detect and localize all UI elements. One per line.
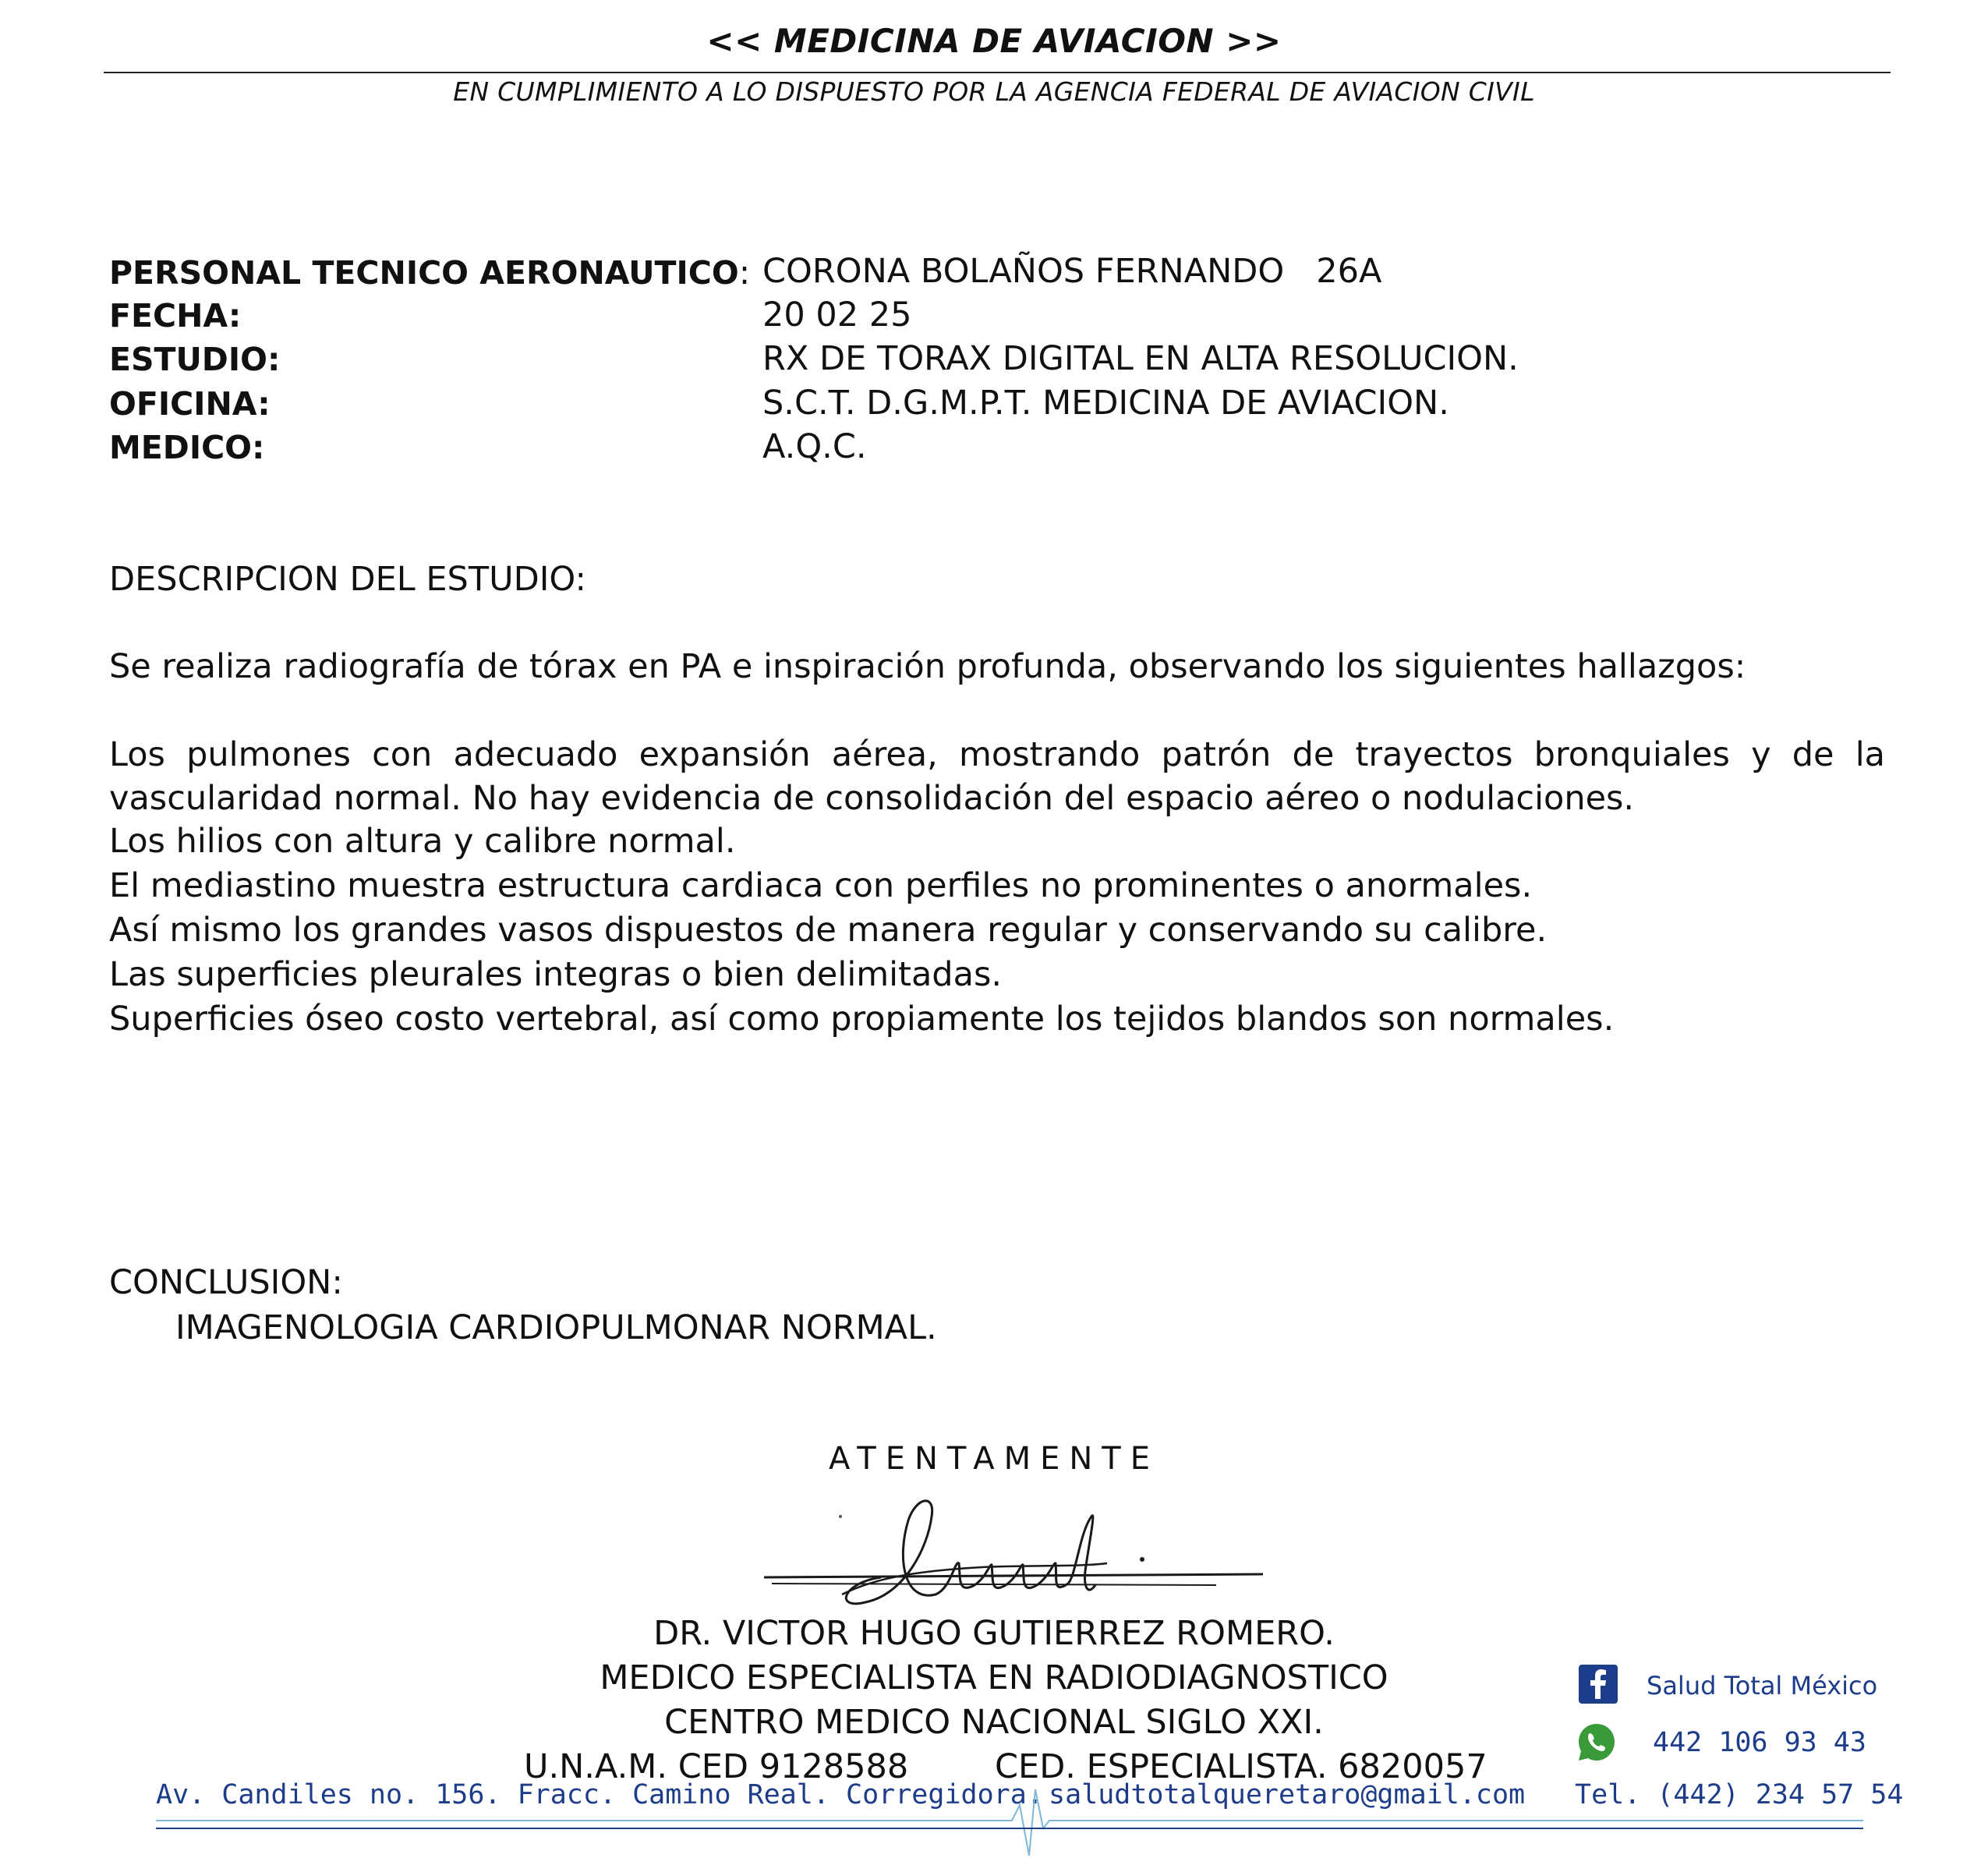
whatsapp-number: 442 106 93 43 [1653,1727,1866,1758]
document-title: << MEDICINA DE AVIACION >> [706,22,1282,60]
doctor-name: DR. VICTOR HUGO GUTIERREZ ROMERO. [653,1614,1335,1653]
fecha-value: 20 02 25 [762,296,912,334]
document-subtitle: EN CUMPLIMIENTO A LO DISPUESTO POR LA AGENCIA FEDERAL DE AVIACION CIVIL [453,76,1535,107]
facebook-name: Salud Total México [1647,1671,1878,1701]
whatsapp-icon [1573,1719,1620,1766]
finding-hilios: Los hilios con altura y calibre normal. [109,822,736,861]
medico-value: A.Q.C. [762,427,867,466]
footer-ecg-line [156,1785,1863,1856]
conclusion-text: IMAGENOLOGIA CARDIOPULMONAR NORMAL. [175,1308,937,1347]
footer-email: saludtotalqueretaro@gmail.com [1049,1779,1526,1810]
facebook-icon [1579,1665,1618,1704]
handwritten-signature [748,1485,1279,1622]
finding-vasos: Así mismo los grandes vasos dispuestos de manera regular y conservando su calibre. [109,911,1548,950]
estudio-value: RX DE TORAX DIGITAL EN ALTA RESOLUCION. [762,339,1519,378]
estudio-label: ESTUDIO: [109,341,281,378]
personal-label [109,253,750,292]
oficina-value: S.C.T. D.G.M.P.T. MEDICINA DE AVIACION. [762,384,1449,423]
medico-label: MEDICO: [109,429,265,466]
header-divider [104,72,1891,73]
footer-phone: Tel. (442) 234 57 54 [1575,1779,1904,1810]
finding-mediastino: El mediastino muestra estructura cardiaca con perfiles no prominentes o anormales. [109,866,1533,905]
finding-oseo: Superficies óseo costo vertebral, así como propiamente los tejidos blandos son normales. [109,1000,1615,1039]
description-intro: Se realiza radiografía de tórax en PA e inspiración profunda, observando los siguientes hallazgos: [109,647,1746,686]
finding-pleurales: Las superficies pleurales integras o bien delimitadas. [109,955,1003,994]
closing-salutation: ATENTAMENTE [829,1441,1159,1477]
conclusion-heading: CONCLUSION: [109,1263,343,1302]
cedula-unam: U.N.A.M. CED 9128588 [524,1747,909,1786]
description-heading: DESCRIPCION DEL ESTUDIO: [109,560,586,599]
cedula-especialista: CED. ESPECIALISTA. 6820057 [995,1747,1487,1786]
footer-address: Av. Candiles no. 156. Fracc. Camino Real. Corregidora. [156,1779,1043,1810]
personal-label-colon: : [738,253,751,292]
personal-value: CORONA BOLAÑOS FERNANDO 26A [762,252,1382,291]
doctor-specialty: MEDICO ESPECIALISTA EN RADIODIAGNOSTICO [600,1658,1388,1697]
personal-label-text: PERSONAL TECNICO AERONAUTICO [109,254,739,292]
medical-center: CENTRO MEDICO NACIONAL SIGLO XXI. [664,1703,1324,1742]
fecha-label: FECHA: [109,297,242,334]
findings-paragraph: Los pulmones con adecuado expansión aérea, mostrando patrón de trayectos bronquiales y de la vascularidad normal. No hay evidencia de consolidación del espacio aéreo o nodulaciones. [109,735,1885,818]
oficina-label: OFICINA: [109,385,271,423]
